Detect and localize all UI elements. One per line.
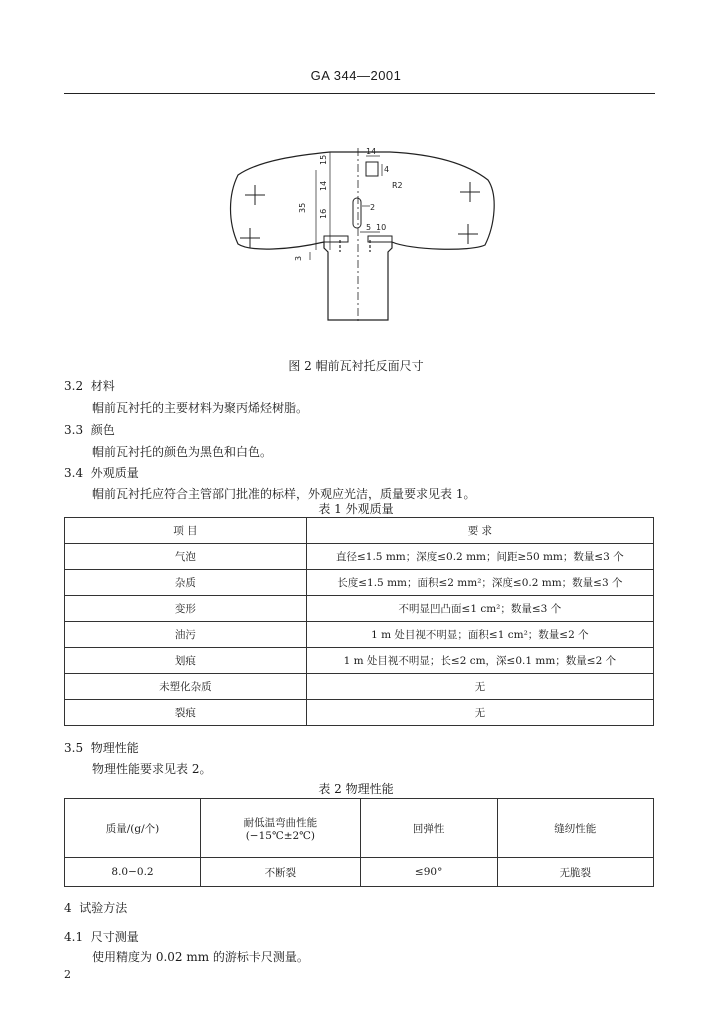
section-3-4-text: 帽前瓦衬托应符合主管部门批准的标样，外观应光洁，质量要求见表 1。 — [92, 487, 476, 501]
section-3-4-heading: 3.4 外观质量 — [64, 466, 139, 480]
table-2-header-mass: 质量/(g/个) — [65, 799, 201, 858]
table-header-row — [65, 799, 654, 858]
table-1-appearance-quality — [64, 517, 654, 726]
section-4-1-heading: 4.1 尺寸测量 — [64, 930, 139, 944]
table-cell: 裂痕 — [65, 700, 307, 726]
page-number: 2 — [64, 968, 71, 981]
figure-caption: 图 2 帽前瓦衬托反面尺寸 — [288, 359, 424, 373]
table-row — [65, 858, 654, 887]
table-2-title: 表 2 物理性能 — [318, 782, 394, 796]
dim-15: 15 — [319, 154, 328, 165]
table-2-physical-properties — [64, 798, 654, 887]
table-row — [65, 648, 654, 674]
page-header — [0, 68, 712, 83]
table-row — [65, 544, 654, 570]
table-cell: 无脆裂 — [497, 858, 653, 887]
dim-16: 16 — [319, 208, 328, 219]
section-4-1-text: 使用精度为 0.02 mm 的游标卡尺测量。 — [92, 950, 309, 964]
table-cell: 无 — [306, 700, 653, 726]
table-cell: 无 — [306, 674, 653, 700]
section-3-3-text: 帽前瓦衬托的颜色为黑色和白色。 — [92, 445, 273, 459]
table-1-header-item: 项 目 — [65, 518, 307, 544]
table-row — [65, 570, 654, 596]
table-cell: 划痕 — [65, 648, 307, 674]
table-cell: 8.0−0.2 — [65, 858, 201, 887]
table-cell: 气泡 — [65, 544, 307, 570]
figure-2-drawing — [220, 140, 510, 325]
table-row — [65, 700, 654, 726]
table-cell: 未塑化杂质 — [65, 674, 307, 700]
section-3-5-text: 物理性能要求见表 2。 — [92, 762, 212, 776]
table-header-row — [65, 518, 654, 544]
table-row — [65, 596, 654, 622]
table-cell: 变形 — [65, 596, 307, 622]
table-cell: 不明显凹凸面≤1 cm²；数量≤3 个 — [306, 596, 653, 622]
section-3-5-heading: 3.5 物理性能 — [64, 741, 139, 755]
dim-14a: 14 — [319, 180, 328, 191]
table-cell: 杂质 — [65, 570, 307, 596]
table-2-header-low-temp: 耐低温弯曲性能 (−15℃±2℃) — [201, 799, 361, 858]
table-2-header-sewing: 缝纫性能 — [497, 799, 653, 858]
dim-r2: R2 — [392, 181, 403, 190]
table-cell: 1 m 处目视不明显；面积≤1 cm²；数量≤2 个 — [306, 622, 653, 648]
table-1-header-requirement: 要 求 — [306, 518, 653, 544]
table-1-title: 表 1 外观质量 — [318, 502, 394, 516]
dim-10: 10 — [376, 223, 387, 232]
table-cell: 不断裂 — [201, 858, 361, 887]
section-3-3-heading: 3.3 颜色 — [64, 423, 115, 437]
table-cell: 1 m 处目视不明显；长≤2 cm，深≤0.1 mm；数量≤2 个 — [306, 648, 653, 674]
section-4-heading: 4 试验方法 — [64, 901, 128, 915]
table-cell: 直径≤1.5 mm；深度≤0.2 mm；间距≥50 mm；数量≤3 个 — [306, 544, 653, 570]
dim-14b: 14 — [366, 147, 377, 156]
dim-35: 35 — [298, 202, 307, 213]
table-cell: ≤90° — [360, 858, 497, 887]
dim-3: 3 — [294, 255, 303, 261]
dim-5: 5 — [366, 223, 372, 232]
dim-4: 4 — [384, 165, 390, 174]
header-rule — [64, 93, 655, 94]
table-cell: 长度≤1.5 mm；面积≤2 mm²；深度≤0.2 mm；数量≤3 个 — [306, 570, 653, 596]
standard-number: GA 344—2001 — [310, 68, 402, 83]
table-2-header-resilience: 回弹性 — [360, 799, 497, 858]
dim-2: 2 — [370, 203, 376, 212]
table-row — [65, 674, 654, 700]
table-row — [65, 622, 654, 648]
section-3-2-text: 帽前瓦衬托的主要材料为聚丙烯烃树脂。 — [92, 401, 309, 415]
section-3-2-heading: 3.2 材料 — [64, 379, 115, 393]
liner-outline — [231, 152, 495, 320]
table-cell: 油污 — [65, 622, 307, 648]
